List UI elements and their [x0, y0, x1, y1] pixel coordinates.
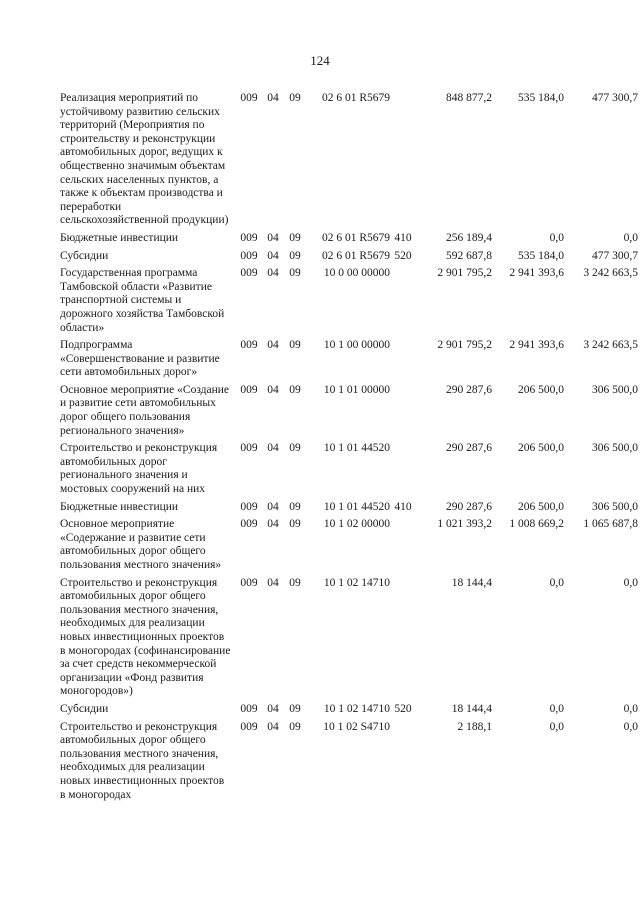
row-value-year1: 290 287,6 [446, 500, 492, 513]
row-grbs-code: 009 [240, 231, 258, 244]
row-grbs-code: 009 [240, 267, 258, 280]
row-value-year2: 2 941 393,6 [509, 339, 564, 352]
row-subsection-code: 09 [289, 518, 301, 531]
row-section-code: 04 [267, 339, 279, 352]
row-section-code: 04 [267, 576, 279, 589]
row-expense-type: 520 [394, 249, 412, 262]
table-row [60, 576, 638, 699]
table-row [60, 249, 638, 264]
row-value-year2: 206 500,0 [518, 442, 564, 455]
row-value-year2: 0,0 [549, 576, 564, 589]
row-value-year1: 848 877,2 [446, 92, 492, 104]
row-value-year2: 2 941 393,6 [509, 267, 564, 280]
row-subsection-code: 09 [289, 92, 301, 104]
row-subsection-code: 09 [289, 720, 301, 733]
row-subsection-code: 09 [289, 267, 301, 280]
row-subsection-code: 09 [289, 442, 301, 455]
row-section-code: 04 [267, 267, 279, 280]
row-subsection-code: 09 [289, 231, 301, 244]
row-value-year1: 2 901 795,2 [437, 267, 492, 280]
table-row [60, 267, 638, 335]
row-name: Подпрограмма «Совершенствование и развитие сети автомобильных дорог» [60, 339, 220, 379]
table-row [60, 442, 638, 496]
row-value-year3: 0,0 [623, 702, 638, 715]
table-row [60, 500, 638, 515]
row-name: Строительство и реконструкция автомобильных дорог общего пользования местного значения, необходимых для реализации новых инвестиционных проектов в моногородах (софинансирование за счет средств некоммерческой организации «Фонд развития моногородов») [60, 576, 231, 698]
row-section-code: 04 [267, 720, 279, 733]
row-value-year1: 2 188,1 [457, 720, 492, 733]
row-grbs-code: 009 [240, 720, 258, 733]
row-value-year3: 306 500,0 [592, 383, 638, 396]
row-grbs-code: 009 [240, 500, 258, 513]
row-value-year1: 2 901 795,2 [437, 339, 492, 352]
row-name: Субсидии [60, 249, 109, 262]
table-row [60, 231, 638, 246]
row-name: Основное мероприятие «Содержание и развитие сети автомобильных дорог общего пользования местного значения» [60, 518, 222, 571]
row-grbs-code: 009 [240, 249, 258, 262]
table-row [60, 383, 638, 438]
table-row [60, 518, 638, 572]
row-section-code: 04 [267, 500, 279, 513]
table-row [60, 702, 638, 717]
row-name: Бюджетные инвестиции [60, 500, 179, 513]
row-expense-type: 520 [394, 702, 412, 715]
row-value-year2: 206 500,0 [518, 383, 564, 396]
row-name: Государственная программа Тамбовской области «Развитие транспортной системы и дорожного хозяйства Тамбовской области» [60, 267, 225, 334]
row-value-year2: 535 184,0 [518, 92, 564, 104]
row-grbs-code: 009 [240, 702, 258, 715]
row-target-code: 10 0 00 00000 [323, 267, 390, 280]
row-expense-type: 410 [394, 500, 412, 513]
row-target-code: 10 1 01 44520 [323, 442, 390, 455]
row-subsection-code: 09 [289, 249, 301, 262]
row-value-year2: 0,0 [549, 702, 564, 715]
row-name: Строительство и реконструкция автомобильных дорог общего пользования местного значения, необходимых для реализации новых инвестиционных проектов в моногородах [60, 720, 225, 801]
row-value-year3: 1 065 687,8 [583, 518, 638, 531]
row-section-code: 04 [267, 92, 279, 104]
row-value-year2: 535 184,0 [518, 249, 564, 262]
row-value-year3: 3 242 663,5 [583, 339, 638, 352]
row-value-year3: 477 300,7 [592, 92, 638, 104]
row-name: Субсидии [60, 702, 109, 715]
row-grbs-code: 009 [240, 92, 258, 104]
page-number: 124 [310, 53, 330, 68]
row-target-code: 02 6 01 R5679 [321, 231, 390, 244]
row-target-code: 10 1 00 00000 [323, 339, 390, 352]
row-section-code: 04 [267, 249, 279, 262]
row-value-year2: 0,0 [549, 231, 564, 244]
row-value-year3: 306 500,0 [592, 442, 638, 455]
row-target-code: 10 1 02 S4710 [323, 720, 390, 733]
row-name: Строительство и реконструкция автомобильных дорог регионального значения и мостовых сооружений на них [60, 442, 218, 496]
row-value-year3: 3 242 663,5 [583, 267, 638, 280]
row-subsection-code: 09 [289, 576, 301, 589]
row-value-year1: 592 687,8 [446, 249, 492, 262]
row-value-year3: 0,0 [623, 720, 638, 733]
row-grbs-code: 009 [240, 442, 258, 455]
row-target-code: 10 1 01 00000 [323, 383, 390, 396]
row-value-year1: 1 021 393,2 [437, 518, 492, 531]
row-value-year1: 18 144,4 [451, 702, 492, 715]
row-grbs-code: 009 [240, 518, 258, 531]
row-target-code: 10 1 02 14710 [323, 576, 390, 589]
row-grbs-code: 009 [240, 383, 258, 396]
row-value-year2: 1 008 669,2 [509, 518, 564, 531]
row-target-code: 10 1 02 00000 [323, 518, 390, 531]
row-value-year1: 290 287,6 [446, 383, 492, 396]
row-name: Реализация мероприятий по устойчивому развитию сельских территорий (Мероприятия по строительству и реконструкции автомобильных дорог, ведущих к общественно значимым объектам сельских населенных пунктов, а также к объектам производства и переработки сельскохозяйственной продукции) [60, 92, 229, 227]
row-target-code: 02 6 01 R5679 [321, 249, 390, 262]
row-section-code: 04 [267, 383, 279, 396]
row-value-year3: 477 300,7 [592, 249, 638, 262]
row-target-code: 02 6 01 R5679 [321, 92, 390, 104]
row-target-code: 10 1 02 14710 [323, 702, 390, 715]
row-name: Бюджетные инвестиции [60, 231, 179, 244]
budget-table [60, 92, 638, 806]
row-value-year3: 306 500,0 [592, 500, 638, 513]
row-section-code: 04 [267, 702, 279, 715]
row-subsection-code: 09 [289, 383, 301, 396]
row-section-code: 04 [267, 231, 279, 244]
table-row [60, 92, 638, 228]
row-value-year3: 0,0 [623, 576, 638, 589]
row-value-year1: 18 144,4 [451, 576, 492, 589]
row-target-code: 10 1 01 44520 [323, 500, 390, 513]
row-value-year2: 206 500,0 [518, 500, 564, 513]
row-value-year1: 256 189,4 [446, 231, 492, 244]
row-expense-type: 410 [394, 231, 412, 244]
table-row [60, 720, 638, 803]
row-value-year1: 290 287,6 [446, 442, 492, 455]
row-section-code: 04 [267, 442, 279, 455]
row-grbs-code: 009 [240, 339, 258, 352]
row-grbs-code: 009 [240, 576, 258, 589]
row-value-year3: 0,0 [623, 231, 638, 244]
table-row [60, 339, 638, 380]
row-subsection-code: 09 [289, 500, 301, 513]
row-name: Основное мероприятие «Создание и развитие сети автомобильных дорог общего пользования регионального значения» [60, 383, 230, 437]
row-subsection-code: 09 [289, 339, 301, 352]
row-value-year2: 0,0 [549, 720, 564, 733]
row-section-code: 04 [267, 518, 279, 531]
row-subsection-code: 09 [289, 702, 301, 715]
